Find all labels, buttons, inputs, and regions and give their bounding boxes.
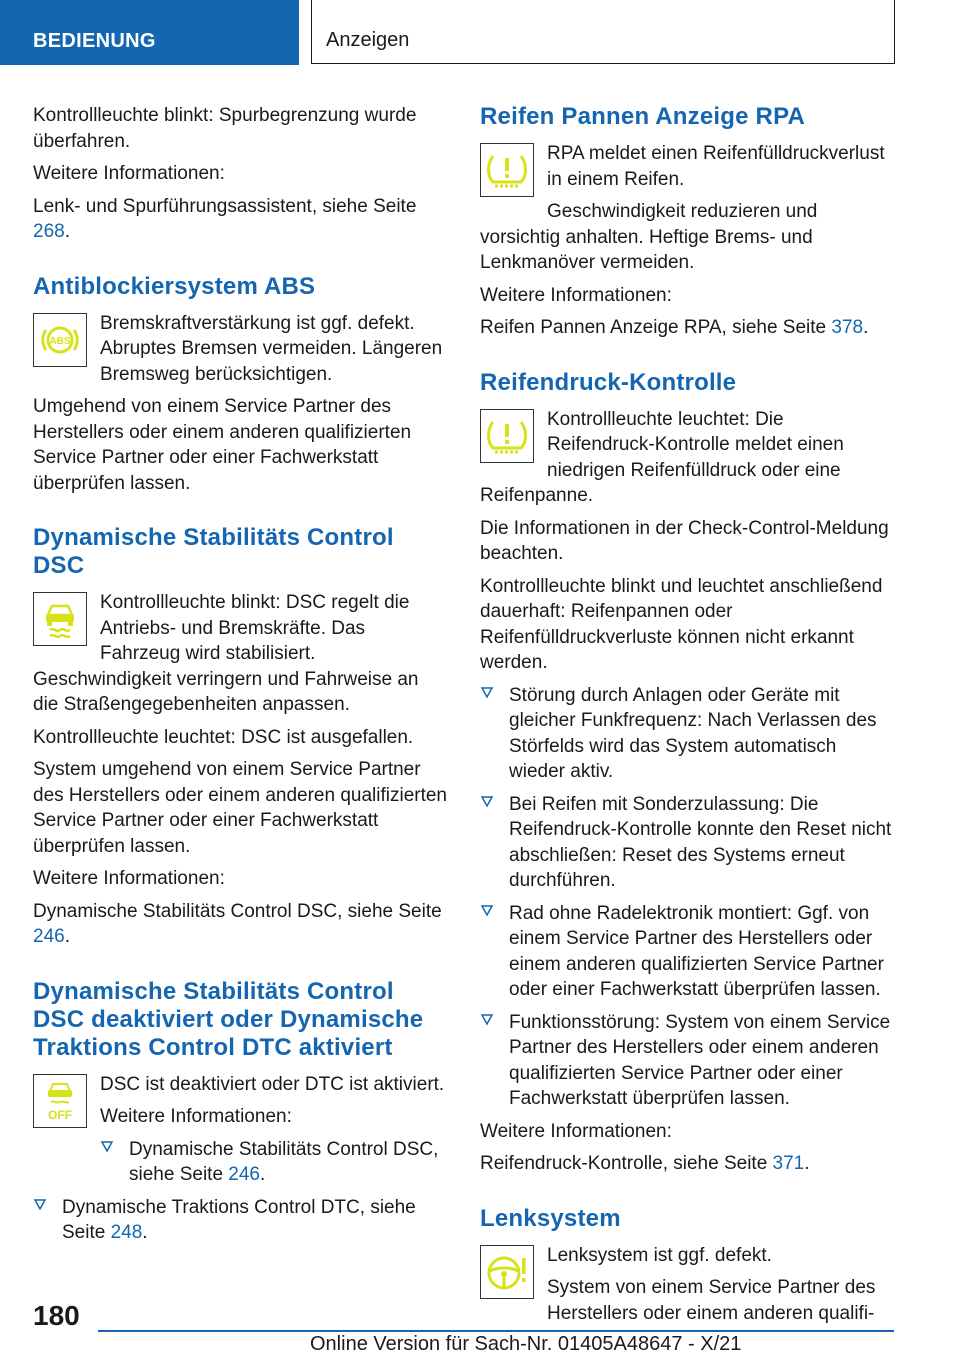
list-item bbox=[480, 792, 896, 894]
page-number: 180 bbox=[33, 1300, 80, 1331]
list-item-text: Funktionsstörung: System von einem Service Partner des Herstellers oder einem anderen qualifizierten Service Partner oder einer Fachwerkstatt überprüfen lassen. bbox=[509, 1011, 891, 1109]
paragraph: Weitere Informationen: bbox=[480, 284, 672, 306]
steering-warning-icon bbox=[480, 1245, 534, 1299]
paragraph: Bremskraftverstärkung ist ggf. defekt. Abruptes Bremsen vermeiden. Längeren Bremsweg berücksichtigen. bbox=[100, 312, 443, 385]
paragraph: Weitere Informationen: bbox=[33, 163, 225, 184]
dsc-off-icon bbox=[33, 1074, 87, 1128]
list-item bbox=[480, 1010, 896, 1112]
right-column bbox=[480, 103, 896, 1333]
paragraph: Reifen Pannen Anzeige RPA, siehe Seite 378. bbox=[480, 317, 869, 338]
paragraph: Kontrollleuchte leuchtet: Die Reifendruck-Kontrolle meldet einen niedrigen Reifenfülldruck oder eine Reifenpanne. bbox=[480, 408, 844, 506]
page-link[interactable]: 378 bbox=[831, 317, 864, 338]
chapter-title: Anzeigen bbox=[311, 0, 895, 64]
list-item: Dynamische Traktions Control DTC, siehe Seite 248. bbox=[33, 1195, 448, 1246]
list-item-text: Dynamische Stabilitäts Control DSC, siehe Seite bbox=[129, 1138, 439, 1185]
list-item-text: Bei Reifen mit Sonderzulassung: Die Reifendruck-Kontrolle konnte den Reset nicht abschließen: Reset des Systems erneut durchführen. bbox=[509, 793, 892, 891]
bullet-triangle-icon bbox=[480, 1013, 494, 1027]
paragraph-text: Reifen Pannen Anzeige RPA, siehe Seite bbox=[480, 317, 832, 338]
bullet-triangle-icon bbox=[100, 1140, 114, 1154]
heading-steering: Lenksystem bbox=[480, 1204, 621, 1232]
list-item bbox=[480, 901, 896, 1003]
section-tab: BEDIENUNG bbox=[0, 0, 299, 65]
paragraph: Weitere Informationen: bbox=[100, 1106, 292, 1127]
paragraph: Dynamische Stabilitäts Control DSC, siehe Seite 246. bbox=[33, 900, 442, 947]
list-item-text: Störung durch Anlagen oder Geräte mit gleicher Funkfrequenz: Nach Verlassen des Störfelds wird das System automatisch wieder aktiv. bbox=[509, 684, 877, 782]
list-item-text: Dynamische Traktions Control DTC, siehe Seite bbox=[62, 1196, 416, 1243]
list-item: Dynamische Stabilitäts Control DSC, siehe Seite 246. bbox=[33, 1137, 448, 1188]
page-link[interactable]: 246 bbox=[33, 926, 65, 947]
paragraph: RPA meldet einen Reifenfülldruckverlust in einem Reifen. bbox=[547, 143, 885, 190]
paragraph: Weitere Informationen: bbox=[480, 1120, 672, 1142]
heading-rpa: Reifen Pannen Anzeige RPA bbox=[480, 103, 806, 130]
paragraph: Kontrollleuchte blinkt: DSC regelt die Antriebs- und Bremskräfte. Das Fahrzeug wird stabilisiert. Geschwindigkeit verringern und Fahrweise an die Straßengegebenheiten anpassen. bbox=[33, 592, 419, 715]
paragraph-text: Dynamische Stabilitäts Control DSC, siehe Seite bbox=[33, 900, 442, 922]
paragraph: Lenk- und Spurführungsassistent, siehe Seite 268. bbox=[33, 195, 417, 242]
paragraph: Kontrollleuchte blinkt: Spurbegrenzung wurde überfahren. bbox=[33, 105, 417, 152]
heading-abs: Antiblockiersystem ABS bbox=[33, 272, 316, 300]
svg-text:OFF: OFF bbox=[48, 1107, 72, 1122]
bullet-triangle-icon bbox=[480, 795, 494, 809]
heading-rdc: Reifendruck-Kontrolle bbox=[480, 368, 737, 396]
paragraph: System umgehend von einem Service Partner des Herstellers oder einem anderen qualifizierten Service Partner oder einer Fachwerkstatt überprüfen lassen. bbox=[33, 759, 448, 857]
bullet-triangle-icon bbox=[33, 1198, 47, 1212]
list-item-text: Rad ohne Radelektronik montiert: Ggf. von einem Service Partner des Herstellers oder einem anderen qualifizierten Service Partner oder einer Fachwerkstatt überprüfen lassen. bbox=[509, 902, 884, 1000]
footer-text: Online Version für Sach-Nr. 01405A48647 - X/21 bbox=[310, 1333, 742, 1355]
list-item bbox=[480, 683, 896, 785]
paragraph: Die Informationen in der Check-Control-Meldung beachten. bbox=[480, 517, 889, 564]
page-link[interactable]: 268 bbox=[33, 221, 65, 242]
paragraph-text: Reifendruck-Kontrolle, siehe Seite bbox=[480, 1153, 773, 1174]
paragraph: Kontrollleuchte blinkt und leuchtet anschließend dauerhaft: Reifenpannen oder Reifenfülldruckverluste können nicht erkannt werden. bbox=[480, 575, 883, 673]
paragraph: DSC ist deaktiviert oder DTC ist aktiviert. bbox=[100, 1073, 445, 1095]
paragraph: Kontrollleuchte leuchtet: DSC ist ausgefallen. bbox=[33, 726, 414, 748]
abs-warning-icon bbox=[33, 313, 87, 367]
svg-text:ABS: ABS bbox=[49, 335, 71, 347]
paragraph: System von einem Service Partner des Herstellers oder einem anderen qualifi- bbox=[547, 1277, 876, 1324]
paragraph: Umgehend von einem Service Partner des Herstellers oder einem anderen qualifizierten Service Partner oder einer Fachwerkstatt überprüfen lassen. bbox=[33, 396, 412, 494]
left-column bbox=[33, 103, 448, 1253]
heading-dsc-off: Dynamische Stabilitäts Control DSC deaktiviert oder Dynamische Traktions Control DTC aktiviert bbox=[33, 977, 424, 1061]
paragraph: Geschwindigkeit reduzieren und vorsichtig anhalten. Heftige Brems- und Lenkmanöver vermeiden. bbox=[480, 201, 818, 273]
bullet-triangle-icon bbox=[480, 904, 494, 918]
paragraph: Weitere Informationen: bbox=[33, 868, 225, 889]
footer-divider bbox=[98, 1330, 894, 1332]
page-link[interactable]: 371 bbox=[772, 1153, 805, 1174]
paragraph: Reifendruck-Kontrolle, siehe Seite 371. bbox=[480, 1153, 810, 1174]
tire-warning-icon bbox=[480, 143, 534, 197]
bullet-triangle-icon bbox=[480, 686, 494, 700]
paragraph: Lenksystem ist ggf. defekt. bbox=[547, 1244, 772, 1266]
tire-pressure-icon bbox=[480, 409, 534, 463]
page-link[interactable]: 248 bbox=[110, 1222, 143, 1243]
dsc-warning-icon bbox=[33, 592, 87, 646]
page-link[interactable]: 246 bbox=[228, 1164, 260, 1185]
heading-dsc: Dynamische Stabilitäts Control DSC bbox=[33, 524, 394, 579]
paragraph-text: Lenk- und Spurführungsassistent, siehe Seite bbox=[33, 195, 417, 217]
